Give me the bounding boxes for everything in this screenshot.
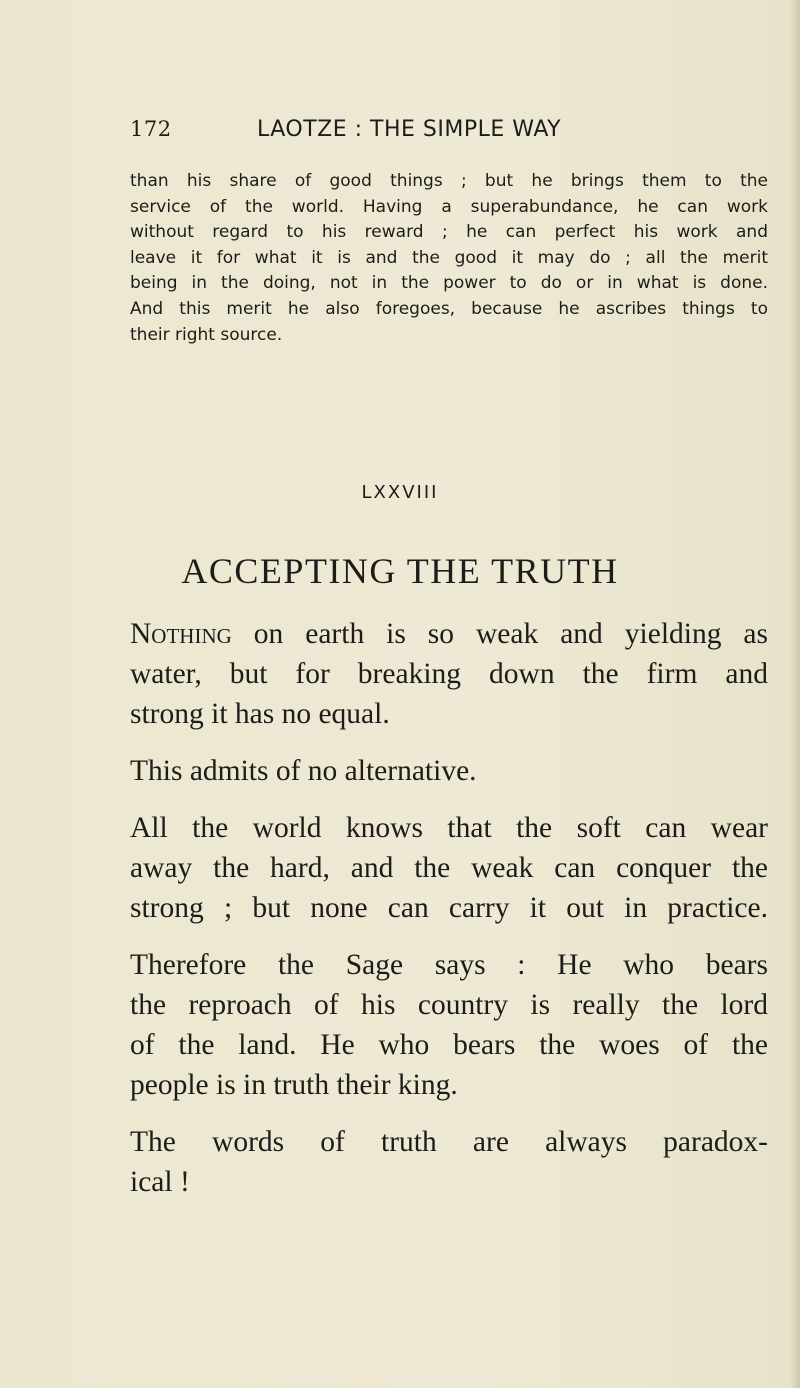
text-line: strong it has no equal. — [130, 698, 390, 730]
chapter-body — [130, 614, 768, 1202]
text-line: And this merit he also foregoes, because he ascribes things to — [130, 298, 768, 319]
opening-word: Nothing — [130, 618, 232, 650]
text-line: water, but for breaking down the firm and — [130, 658, 768, 690]
chapter-number: LXXVIII — [361, 482, 439, 503]
text-line: being in the doing, not in the power to do or in what is done. — [130, 273, 768, 294]
text-line: leave it for what it is and the good it may do ; all the merit — [130, 247, 768, 268]
text-line: The words of truth are always paradox- — [130, 1126, 768, 1158]
text-line: the reproach of his country is really the lord — [130, 989, 768, 1021]
running-header — [130, 117, 690, 147]
text-line: away the hard, and the weak can conquer the — [130, 852, 768, 884]
text-line: their right source. — [130, 324, 283, 345]
text-line: service of the world. Having a superabundance, he can work — [130, 196, 768, 217]
text-line-rest: on earth is so weak and yielding as — [231, 618, 768, 650]
paragraph — [130, 751, 768, 791]
text-line: without regard to his reward ; he can perfect his work and — [130, 222, 768, 243]
text-line: ical ! — [130, 1166, 190, 1198]
text-line — [130, 614, 768, 654]
running-title: LAOTZE : THE SIMPLE WAY — [257, 117, 562, 142]
paragraph — [130, 808, 768, 928]
page-edge-shadow — [790, 0, 800, 1388]
text-line: people is in truth their king. — [130, 1069, 458, 1101]
chapter-title: ACCEPTING THE TRUTH — [181, 551, 619, 591]
text-line: All the world knows that the soft can wear — [130, 812, 768, 844]
text-line: strong ; but none can carry it out in practice. — [130, 892, 768, 924]
paragraph — [130, 1122, 768, 1202]
text-line: than his share of good things ; but he brings them to the — [130, 171, 768, 191]
text-line: of the land. He who bears the woes of the — [130, 1029, 768, 1061]
page-number: 172 — [130, 117, 172, 141]
paragraph — [130, 614, 768, 734]
paragraph — [130, 945, 768, 1105]
text-line: This admits of no alternative. — [130, 755, 477, 787]
text-line: Therefore the Sage says : He who bears — [130, 949, 768, 981]
continued-paragraph — [130, 169, 768, 348]
